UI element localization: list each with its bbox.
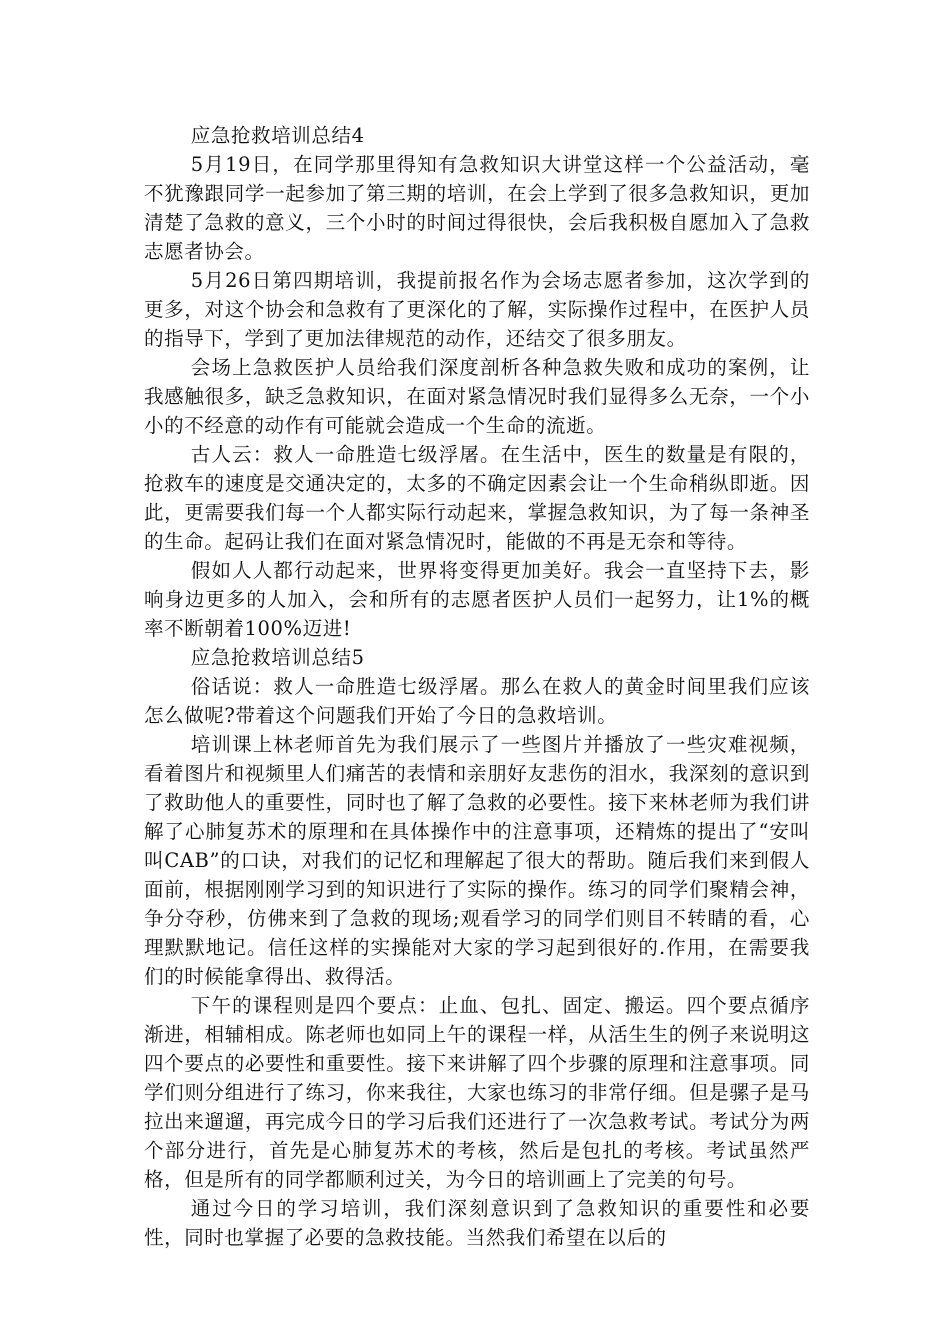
paragraph: 下午的课程则是四个要点：止血、包扎、固定、搬运。四个要点循序渐进，相辅相成。陈老师也如同上午的课程一样，从活生生的例子来说明这四个要点的必要性和重要性。接下来讲解了四个步骤的原理和注意事项。同学们则分组进行了练习，你来我往，大家也练习的非常仔细。但是骡子是马拉出来遛遛，再完成今日的学习后我们还进行了一次急救考试。考试分为两个部分进行，首先是心肺复苏术的考核，然后是包扎的考核。考试虽然严格，但是所有的同学都顺利过关，为今日的培训画上了完美的句号。 xyxy=(144,994,810,1191)
paragraph: 俗话说：救人一命胜造七级浮屠。那么在救人的黄金时间里我们应该怎么做呢?带着这个问题我们开始了今日的急救培训。 xyxy=(144,675,810,727)
paragraph: 培训课上林老师首先为我们展示了一些图片并播放了一些灾难视频，看着图片和视频里人们痛苦的表情和亲朋好友悲伤的泪水，我深刻的意识到了救助他人的重要性，同时也了解了急救的必要性。接下来林老师为我们讲解了心肺复苏术的原理和在具体操作中的注意事项，还精炼的提出了“安叫叫CAB”的口诀，对我们的记忆和理解起了很大的帮助。随后我们来到假人面前，根据刚刚学习到的知识进行了实际的操作。练习的同学们聚精会神，争分夺秒，仿佛来到了急救的现场;观看学习的同学们则目不转睛的看，心理默默地记。信任这样的实操能对大家的学习起到很好的.作用，在需要我们的时候能拿得出、救得活。 xyxy=(144,733,810,988)
document-body xyxy=(144,121,810,1252)
section-heading-4: 应急抢救培训总结4 xyxy=(190,124,365,147)
paragraph: 假如人人都行动起来，世界将变得更加美好。我会一直坚持下去，影响身边更多的人加入，会和所有的志愿者医护人员们一起努力，让1%的概率不断朝着100%迈进! xyxy=(144,559,810,640)
section-heading-5: 应急抢救培训总结5 xyxy=(190,646,365,669)
paragraph: 古人云：救人一命胜造七级浮屠。在生活中，医生的数量是有限的，抢救车的速度是交通决定的，太多的不确定因素会让一个生命稍纵即逝。因此，更需要我们每一个人都实际行动起来，掌握急救知识，为了每一条神圣的生命。起码让我们在面对紧急情况时，能做的不再是无奈和等待。 xyxy=(144,443,810,553)
paragraph: 会场上急救医护人员给我们深度剖析各种急救失败和成功的案例，让我感触很多，缺乏急救知识，在面对紧急情况时我们显得多么无奈，一个小小的不经意的动作有可能就会造成一个生命的流逝。 xyxy=(144,356,810,437)
paragraph: 5月26日第四期培训，我提前报名作为会场志愿者参加，这次学到的更多，对这个协会和急救有了更深化的了解，实际操作过程中，在医护人员的指导下，学到了更加法律规范的动作，还结交了很多朋友。 xyxy=(144,269,810,350)
paragraph: 5月19日，在同学那里得知有急救知识大讲堂这样一个公益活动，毫不犹豫跟同学一起参加了第三期的培训，在会上学到了很多急救知识，更加清楚了急救的意义，三个小时的时间过得很快，会后我积极自愿加入了急救志愿者协会。 xyxy=(144,153,810,263)
paragraph: 通过今日的学习培训，我们深刻意识到了急救知识的重要性和必要性，同时也掌握了必要的急救技能。当然我们希望在以后的 xyxy=(144,1197,810,1249)
